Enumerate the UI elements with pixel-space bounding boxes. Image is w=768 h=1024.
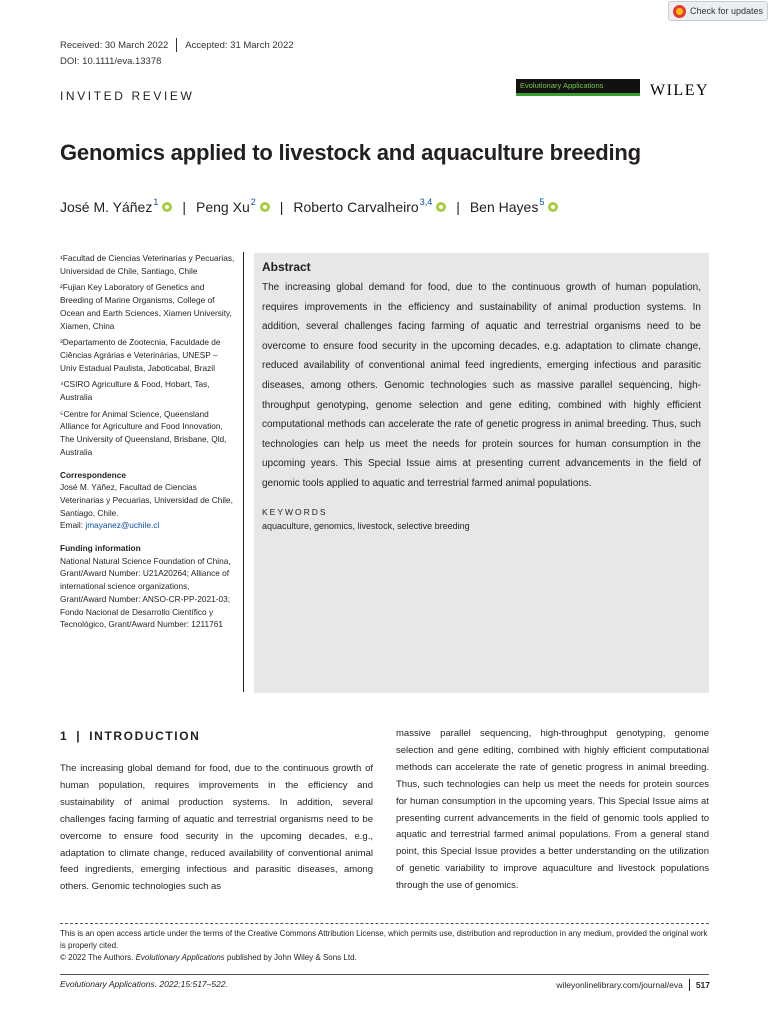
author-name[interactable]: Ben Hayes (469, 199, 539, 215)
body-text-right-column: massive parallel sequencing, high-throughput genotyping, genome selection and gene editing, combined with highly efficient computational methods can accelerate the rate of genetic progress in animal breeding. Thus, such technologies can help us meet the needs for protein sources for human consumption in the upcoming years. This Special Issue aims at presenting current advancements in the field of genomic tools applied to aquatic and terrestrial farmed animal populations. From a general stand point, this Special Issue provides a better understanding on the utilization of genetic variability to improve aquaculture and livestock populations through the use of genomics. (396, 728, 709, 892)
section-separator: | (76, 729, 82, 743)
author-separator: | (182, 199, 187, 215)
sidebar-divider (243, 252, 244, 692)
affiliation: ²Fujian Key Laboratory of Genetics and Breeding of Marine Organisms, College of Ocean and Earth Sciences, Xiamen University, Xiamen, China (60, 282, 232, 331)
email-link[interactable]: jmayanez@uchile.cl (85, 520, 160, 531)
copyright-prefix: © 2022 The Authors. (60, 953, 136, 962)
license-text: This is an open access article under the terms of the Creative Commons Attribution License, which permits use, distribution and reproduction in any medium, provided the original work is properly cited. (60, 929, 708, 950)
keywords-text: aquaculture, genomics, livestock, selective breeding (262, 520, 470, 531)
orcid-icon[interactable] (260, 202, 270, 212)
author-affiliation-number: 1 (153, 197, 159, 207)
author[interactable] (60, 199, 172, 215)
article-dates (60, 38, 294, 52)
section-number: 1 (60, 729, 69, 743)
author-affiliation-number: 2 (250, 197, 256, 207)
correspondence-email (60, 519, 236, 532)
license-notice (60, 928, 715, 964)
journal-logo-text: Evolutionary Applications (520, 81, 604, 90)
orcid-icon[interactable] (162, 202, 172, 212)
license-divider (60, 923, 709, 924)
section-title: INTRODUCTION (89, 729, 201, 743)
author[interactable] (196, 199, 270, 215)
author-affiliation-number: 5 (539, 197, 545, 207)
author-name[interactable]: José M. Yáñez (60, 199, 153, 215)
affiliation: ¹Facultad de Ciencias Veterinarias y Pecuarias, Universidad de Chile, Santiago, Chile (60, 253, 235, 276)
correspondence-heading: Correspondence (60, 469, 126, 480)
publisher-logo: WILEY (650, 82, 710, 99)
author[interactable] (293, 199, 446, 215)
email-label: Email: (60, 520, 86, 531)
abstract-heading: Abstract (262, 260, 311, 274)
body-text-left-column: The increasing global demand for food, due to the continuous growth of human population, requires improvements in the efficiency and sustainability of animal production systems. In addition, several challenges facing farming of aquatic and terrestrial organisms need to be overcome to ensure food security in the upcoming decades, e.g., adaptation to climate change, reduced availability of conventional animal feed ingredients, emerging infectious and parasitic diseases, among others. Genomic technologies such as (60, 763, 373, 893)
footer-separator (689, 979, 690, 991)
check-for-updates-button[interactable] (668, 1, 768, 21)
received-date: Received: 30 March 2022 (60, 39, 169, 51)
author-name[interactable]: Peng Xu (196, 199, 250, 215)
footer-url[interactable]: wileyonlinelibrary.com/journal/eva (556, 980, 683, 990)
date-divider (176, 38, 177, 52)
journal-logo (516, 79, 640, 96)
section-heading-introduction (60, 729, 200, 743)
author[interactable] (470, 199, 559, 215)
page-number: 517 (695, 980, 710, 990)
author-affiliation-number: 3,4 (419, 197, 433, 207)
footer-divider (60, 974, 709, 975)
orcid-icon[interactable] (548, 202, 558, 212)
funding-heading: Funding information (60, 543, 141, 554)
footer-right (556, 979, 710, 991)
check-for-updates-label: Check for updates (690, 6, 764, 16)
article-info-sidebar (60, 252, 236, 631)
doi[interactable]: DOI: 10.1111/eva.13378 (60, 56, 162, 67)
crossmark-icon (673, 5, 686, 18)
affiliation: ³Departamento de Zootecnia, Faculdade de Ciências Agrárias e Veterinárias, UNESP – Univ Estadual Paulista, Jaboticabal, Brazil (60, 337, 221, 373)
article-type: INVITED REVIEW (60, 89, 195, 103)
author-name[interactable]: Roberto Carvalheiro (293, 199, 419, 215)
copyright-line (60, 952, 715, 964)
funding-text: National Natural Science Foundation of China, Grant/Award Number: U21A20264; Alliance of international science organizations, Grant/Award Number: ANSO-CR-PP-2021-03; Fondo Nacional de Desarrollo Científico y Tecnológico, Grant/Award Number: 1211761 (60, 555, 231, 630)
author-separator: | (279, 199, 284, 215)
correspondence-text: José M. Yáñez, Facultad de Ciencias Veterinarias y Pecuarias, Universidad de Chile, Santiago, Chile. (60, 482, 233, 518)
journal-logo-bar (516, 93, 640, 96)
orcid-icon[interactable] (436, 202, 446, 212)
footer-citation: Evolutionary Applications. 2022;15:517–522. (60, 979, 228, 989)
copyright-suffix: published by John Wiley & Sons Ltd. (224, 953, 357, 962)
author-list (60, 199, 558, 215)
affiliation: ⁵Centre for Animal Science, Queensland Alliance for Agriculture and Food Innovation, The University of Queensland, Brisbane, Qld, Australia (60, 408, 227, 457)
accepted-date: Accepted: 31 March 2022 (185, 39, 294, 51)
abstract-panel (254, 253, 709, 693)
author-separator: | (456, 199, 460, 215)
abstract-text: The increasing global demand for food, due to the continuous growth of human population, requires improvements in the efficiency and sustainability of animal production systems. In addition, several challenges facing farming of aquatic and terrestrial organisms need to be overcome to ensure food security in the upcoming decades, e.g. adaptation to climate change, reduced availability of conventional animal feed ingredients, emerging infectious and parasitic diseases, among others. Genomic technologies such as massive parallel sequencing, high-throughput genotyping, genome selection and gene editing, combined with highly efficient computational methods can accelerate the rate of genetic progress in animal breeding. Thus, such technologies can help us meet the needs for protein sources for human consumption in the upcoming years. This Special Issue aims at presenting current advancements in the field of genomic tools applied to aquatic and terrestrial farmed animal populations. (262, 282, 701, 489)
keywords-heading: KEYWORDS (262, 506, 328, 517)
affiliation: ⁴CSIRO Agriculture & Food, Hobart, Tas, Australia (60, 379, 210, 403)
copyright-journal: Evolutionary Applications (135, 953, 225, 962)
article-title: Genomics applied to livestock and aquaculture breeding (60, 140, 641, 165)
